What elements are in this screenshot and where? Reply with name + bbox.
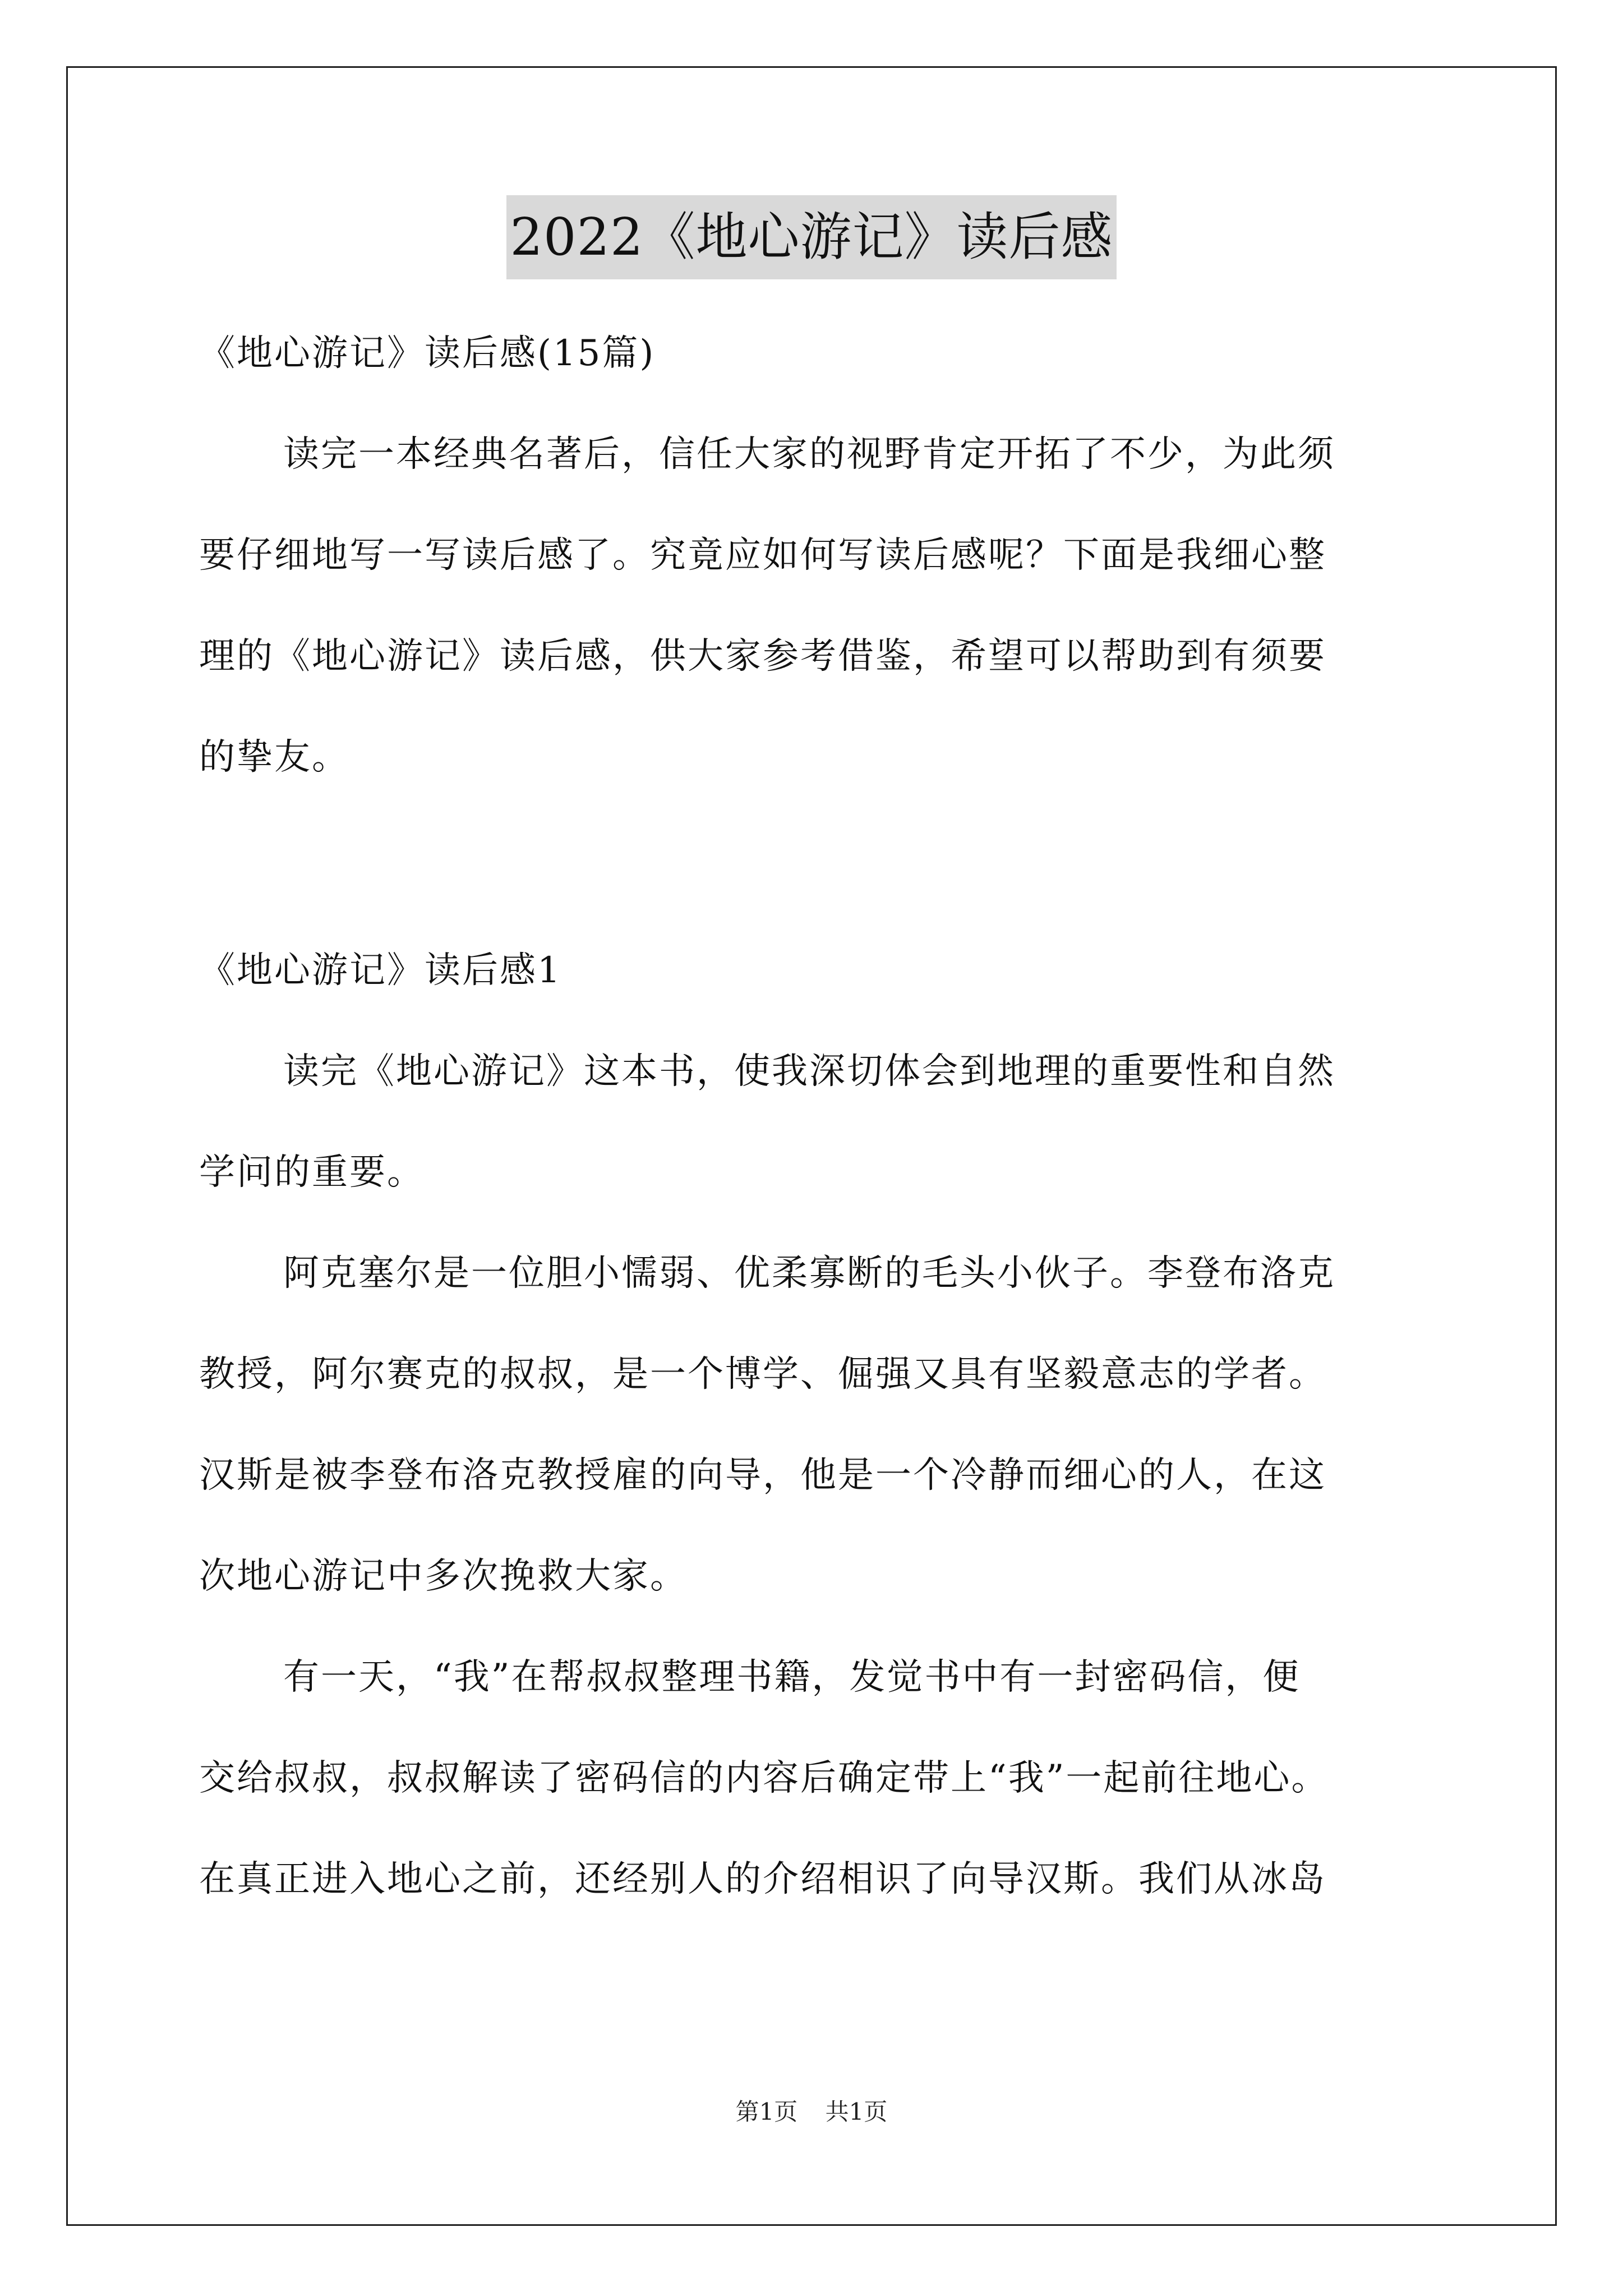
paragraph-line: 教授，阿尔赛克的叔叔，是一个博学、倔强又具有坚毅意志的学者。: [199, 1354, 1326, 1395]
title-container: [0, 195, 1623, 279]
paragraph-line: 读完《地心游记》这本书，使我深切体会到地理的重要性和自然: [283, 1051, 1335, 1092]
paragraph-line: 阿克塞尔是一位胆小懦弱、优柔寡断的毛头小伙子。李登布洛克: [283, 1253, 1335, 1294]
page-footer: [0, 2095, 1623, 2129]
paragraph-line: 汉斯是被李登布洛克教授雇的向导，他是一个冷静而细心的人，在这: [199, 1455, 1326, 1496]
document-body: [199, 303, 1455, 1930]
page-number-total: 共1页: [825, 2098, 888, 2125]
intro-line: 理的《地心游记》读后感，供大家参考借鉴，希望可以帮助到有须要: [199, 636, 1326, 677]
document-title: 2022《地心游记》读后感: [506, 195, 1116, 279]
paragraph-line: 有一天，“我”在帮叔叔整理书籍，发觉书中有一封密码信，便: [283, 1657, 1301, 1698]
paragraph-line: 在真正进入地心之前，还经别人的介绍相识了向导汉斯。我们从冰岛: [199, 1858, 1326, 1900]
intro-line: 读完一本经典名著后，信任大家的视野肯定开拓了不少，为此须: [283, 434, 1335, 475]
paragraph-line: 交给叔叔，叔叔解读了密码信的内容后确定带上“我”一起前往地心。: [199, 1757, 1329, 1799]
section-spacer: [199, 808, 1455, 920]
intro-line: 的挚友。: [199, 737, 349, 778]
section-heading: 《地心游记》读后感1: [199, 950, 562, 991]
page-number-current: 第1页: [735, 2098, 798, 2125]
paragraph-line: 学问的重要。: [199, 1152, 425, 1193]
intro-heading: 《地心游记》读后感(15篇): [199, 333, 656, 374]
intro-line: 要仔细地写一写读后感了。究竟应如何写读后感呢？下面是我细心整: [199, 535, 1326, 576]
paragraph-line: 次地心游记中多次挽救大家。: [199, 1556, 688, 1597]
